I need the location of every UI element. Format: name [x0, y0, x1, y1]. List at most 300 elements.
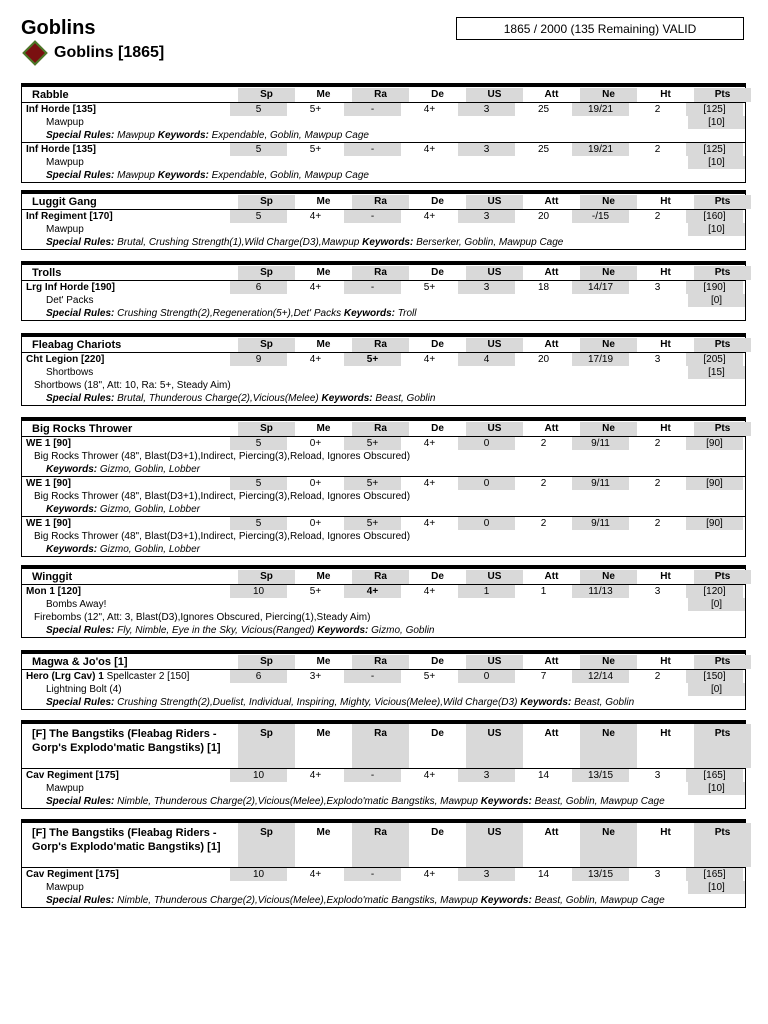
special-rules-text: Mawpup	[117, 170, 155, 181]
keywords-text: Gizmo, Goblin	[371, 625, 435, 636]
unit-type: WE 1 [90]	[26, 478, 72, 489]
unit-rabble	[21, 83, 746, 183]
unit-type: Cht Legion [220]	[26, 354, 105, 365]
weapon-profile: Firebombs (12", Att: 3, Blast(D3),Ignores Obscured, Piercing(1),Steady Aim)	[34, 612, 371, 623]
upgrade-points: [10]	[688, 116, 745, 129]
keywords-label: Keywords:	[46, 544, 98, 555]
stat-sp: 5	[230, 477, 287, 490]
col-header-att: Att	[544, 728, 559, 739]
stat-me: 4+	[309, 770, 322, 781]
weapon-profile: Big Rocks Thrower (48", Blast(D3+1),Indirect, Piercing(3),Reload, Ignores Obscured)	[34, 531, 411, 542]
stat-de: 5+	[423, 671, 436, 682]
stat-sp: 5	[230, 210, 287, 223]
stat-us: 0	[458, 437, 515, 450]
unit-name: Trolls	[32, 267, 62, 279]
stat-pts: [190]	[686, 281, 743, 294]
col-header-me: Me	[316, 728, 331, 739]
stat-sp: 10	[230, 585, 287, 598]
keywords-label: Keywords:	[46, 504, 98, 515]
stat-pts: [165]	[686, 868, 743, 881]
unit-type: Cav Regiment [175]	[26, 770, 119, 781]
col-header-ra: Ra	[352, 338, 409, 352]
weapon-line	[22, 379, 745, 392]
col-header-pts: Pts	[694, 88, 751, 102]
stat-att: 20	[537, 211, 550, 222]
keywords-label: Keywords:	[46, 464, 98, 475]
unit-row-name	[22, 103, 230, 116]
col-header-att: Att	[544, 89, 559, 100]
keywords-text: Gizmo, Goblin, Lobber	[99, 504, 200, 515]
stat-att: 1	[540, 586, 547, 597]
unit-bangstiks-2	[21, 819, 746, 908]
upgrade-points: [10]	[688, 156, 745, 169]
stat-ne: 13/15	[572, 868, 629, 881]
special-rules-label: Special Rules:	[46, 170, 115, 181]
col-header-sp: Sp	[238, 823, 295, 867]
stat-me: 4+	[309, 869, 322, 880]
stat-me: 4+	[309, 354, 322, 365]
unit-name: [F] The Bangstiks (Fleabag Riders - Gorp's Explodo'matic Bangstiks) [1]	[32, 827, 221, 853]
stat-me: 3+	[309, 671, 322, 682]
stat-att: 20	[537, 354, 550, 365]
stat-ht: 2	[654, 478, 661, 489]
unit-big-rocks-thrower	[21, 417, 746, 557]
col-header-ht: Ht	[660, 728, 671, 739]
upgrade-line	[22, 116, 745, 129]
stat-row	[22, 867, 745, 881]
unit-header	[22, 654, 745, 669]
weapon-line	[22, 611, 745, 624]
col-header-ne: Ne	[580, 570, 637, 584]
stat-us: 0	[458, 477, 515, 490]
upgrade-line	[22, 366, 745, 379]
special-rules	[22, 503, 745, 516]
stat-sp: 6	[230, 281, 287, 294]
stat-att: 14	[537, 770, 550, 781]
upgrade-line	[22, 598, 745, 611]
upgrade-name: Det' Packs	[46, 295, 94, 306]
unit-name: Big Rocks Thrower	[32, 423, 133, 435]
col-header-sp: Sp	[238, 724, 295, 768]
col-header-us: US	[466, 422, 523, 436]
unit-row-name	[22, 868, 230, 881]
unit-row-name	[22, 477, 230, 490]
col-header-ht: Ht	[660, 827, 671, 838]
special-rules	[22, 696, 745, 709]
stat-ra: -	[344, 281, 401, 294]
special-rules-text: Brutal, Thunderous Charge(2),Vicious(Melee)	[117, 393, 319, 404]
stat-us: 0	[458, 670, 515, 683]
col-header-me: Me	[316, 89, 331, 100]
stat-ne: 9/11	[572, 477, 629, 490]
special-rules-text: Mawpup	[117, 130, 155, 141]
col-header-ht: Ht	[660, 196, 671, 207]
col-header-ht: Ht	[660, 656, 671, 667]
special-rules-line	[22, 129, 745, 142]
unit-winggit	[21, 565, 746, 638]
stat-ne: 9/11	[572, 517, 629, 530]
stat-us: 0	[458, 517, 515, 530]
col-header-de: De	[431, 267, 444, 278]
special-rules-label: Special Rules:	[46, 697, 115, 708]
special-rules-label: Special Rules:	[46, 625, 115, 636]
unit-header	[22, 724, 745, 768]
upgrade-line	[22, 881, 745, 894]
stat-ra: 5+	[344, 517, 401, 530]
col-header-att: Att	[544, 423, 559, 434]
stat-att: 2	[540, 438, 547, 449]
stat-de: 4+	[423, 478, 436, 489]
stat-att: 7	[540, 671, 547, 682]
stat-me: 4+	[309, 211, 322, 222]
unit-trolls	[21, 261, 746, 321]
col-header-sp: Sp	[238, 422, 295, 436]
stat-me: 0+	[309, 438, 322, 449]
stat-pts: [120]	[686, 585, 743, 598]
army-subtitle	[22, 42, 164, 64]
stat-sp: 5	[230, 143, 287, 156]
stat-ra: -	[344, 868, 401, 881]
col-header-ra: Ra	[352, 823, 409, 867]
col-header-ra: Ra	[352, 422, 409, 436]
col-header-de: De	[431, 728, 444, 739]
keywords-text: Gizmo, Goblin, Lobber	[99, 544, 200, 555]
stat-me: 5+	[309, 586, 322, 597]
stat-ht: 3	[654, 282, 661, 293]
unit-header	[22, 569, 745, 584]
army-subtitle-text: Goblins [1865]	[54, 44, 165, 61]
unit-name: Rabble	[32, 89, 69, 101]
stat-us: 3	[458, 868, 515, 881]
special-rules-line	[22, 696, 745, 709]
stat-ne: 11/13	[572, 585, 629, 598]
special-rules	[22, 624, 745, 637]
stat-ra: -	[344, 210, 401, 223]
unit-type: Inf Horde [135]	[26, 104, 97, 115]
stat-row	[22, 584, 745, 598]
stat-us: 3	[458, 769, 515, 782]
stat-pts: [90]	[686, 437, 743, 450]
keywords-label: Keywords:	[157, 130, 209, 141]
unit-luggit-gang	[21, 190, 746, 250]
stat-pts: [90]	[686, 477, 743, 490]
stat-sp: 10	[230, 769, 287, 782]
col-header-att: Att	[544, 267, 559, 278]
stat-us: 3	[458, 103, 515, 116]
points-status: 1865 / 2000 (135 Remaining) VALID	[456, 17, 744, 40]
stat-ne: 9/11	[572, 437, 629, 450]
col-header-me: Me	[316, 423, 331, 434]
stat-ht: 3	[654, 354, 661, 365]
col-header-me: Me	[316, 196, 331, 207]
unit-row-name	[22, 210, 230, 223]
col-header-ht: Ht	[660, 339, 671, 350]
unit-header	[22, 265, 745, 280]
stat-ne: 17/19	[572, 353, 629, 366]
special-rules-text: Crushing Strength(2),Duelist, Individual, Inspiring, Mighty, Vicious(Melee),Wild Charge(D3)	[117, 697, 518, 708]
col-header-pts: Pts	[694, 266, 751, 280]
col-header-sp: Sp	[238, 195, 295, 209]
special-rules	[22, 169, 745, 182]
stat-ht: 3	[654, 770, 661, 781]
col-header-me: Me	[316, 571, 331, 582]
stat-de: 4+	[423, 438, 436, 449]
stat-ht: 2	[654, 104, 661, 115]
unit-type: Mon 1 [120]	[26, 586, 82, 597]
keywords-text: Berserker, Goblin, Mawpup Cage	[416, 237, 564, 248]
col-header-pts: Pts	[694, 422, 751, 436]
keywords-label: Keywords:	[321, 393, 373, 404]
stat-att: 25	[537, 104, 550, 115]
col-header-ne: Ne	[580, 823, 637, 867]
unit-header	[22, 194, 745, 209]
keywords-text: Troll	[397, 308, 417, 319]
stat-row	[22, 516, 745, 530]
col-header-de: De	[431, 656, 444, 667]
stat-att: 18	[537, 282, 550, 293]
special-rules-text: Nimble, Thunderous Charge(2),Vicious(Melee),Explodo'matic Bangstiks, Mawpup	[117, 796, 478, 807]
stat-ne: 14/17	[572, 281, 629, 294]
keywords-text: Beast, Goblin	[574, 697, 635, 708]
special-rules-line	[22, 503, 745, 516]
keywords-label: Keywords:	[362, 237, 414, 248]
stat-row	[22, 280, 745, 294]
stat-ht: 2	[654, 438, 661, 449]
stat-pts: [205]	[686, 353, 743, 366]
col-header-ne: Ne	[580, 88, 637, 102]
unit-row-name	[22, 517, 230, 530]
stat-us: 4	[458, 353, 515, 366]
unit-name: [F] The Bangstiks (Fleabag Riders - Gorp's Explodo'matic Bangstiks) [1]	[32, 728, 221, 754]
stat-us: 1	[458, 585, 515, 598]
upgrade-line	[22, 683, 745, 696]
upgrade-points: [15]	[688, 366, 745, 379]
stat-ra: 4+	[344, 585, 401, 598]
stat-ra: -	[344, 103, 401, 116]
col-header-de: De	[431, 571, 444, 582]
keywords-label: Keywords:	[480, 895, 532, 906]
upgrade-name: Lightning Bolt (4)	[46, 684, 122, 695]
stat-pts: [150]	[686, 670, 743, 683]
col-header-ne: Ne	[580, 422, 637, 436]
col-header-ht: Ht	[660, 267, 671, 278]
stat-me: 5+	[309, 144, 322, 155]
keywords-label: Keywords:	[480, 796, 532, 807]
col-header-us: US	[466, 195, 523, 209]
stat-ra: -	[344, 143, 401, 156]
col-header-att: Att	[544, 656, 559, 667]
stat-pts: [90]	[686, 517, 743, 530]
unit-type: Inf Regiment [170]	[26, 211, 113, 222]
unit-row-name	[22, 281, 230, 294]
unit-row-name	[22, 143, 230, 156]
col-header-us: US	[466, 655, 523, 669]
stat-sp: 5	[230, 103, 287, 116]
upgrade-points: [10]	[688, 881, 745, 894]
stat-att: 2	[540, 518, 547, 529]
unit-row-name	[22, 437, 230, 450]
stat-pts: [125]	[686, 103, 743, 116]
stat-sp: 6	[230, 670, 287, 683]
special-rules	[22, 463, 745, 476]
unit-fleabag-chariots	[21, 333, 746, 406]
special-rules-line	[22, 463, 745, 476]
col-header-sp: Sp	[238, 570, 295, 584]
stat-us: 3	[458, 143, 515, 156]
keywords-text: Beast, Goblin, Mawpup Cage	[534, 796, 665, 807]
stat-ht: 2	[654, 671, 661, 682]
weapon-profile: Big Rocks Thrower (48", Blast(D3+1),Indirect, Piercing(3),Reload, Ignores Obscured)	[34, 451, 411, 462]
upgrade-name: Mawpup	[46, 157, 84, 168]
col-header-de: De	[431, 827, 444, 838]
stat-row	[22, 102, 745, 116]
weapon-line	[22, 490, 745, 503]
stat-row	[22, 209, 745, 223]
col-header-pts: Pts	[694, 724, 751, 768]
upgrade-name: Mawpup	[46, 882, 84, 893]
upgrade-line	[22, 223, 745, 236]
special-rules-text: Fly, Nimble, Eye in the Sky, Vicious(Ranged)	[117, 625, 315, 636]
unit-type: Inf Horde [135]	[26, 144, 97, 155]
stat-row	[22, 352, 745, 366]
stat-sp: 10	[230, 868, 287, 881]
special-rules-text: Brutal, Crushing Strength(1),Wild Charge(D3),Mawpup	[117, 237, 360, 248]
stat-sp: 5	[230, 517, 287, 530]
special-rules-label: Special Rules:	[46, 393, 115, 404]
unit-header	[22, 337, 745, 352]
stat-ra: -	[344, 769, 401, 782]
col-header-de: De	[431, 339, 444, 350]
col-header-att: Att	[544, 571, 559, 582]
upgrade-points: [0]	[688, 294, 745, 307]
col-header-us: US	[466, 338, 523, 352]
stat-att: 25	[537, 144, 550, 155]
unit-header	[22, 421, 745, 436]
weapon-profile: Shortbows (18", Att: 10, Ra: 5+, Steady Aim)	[34, 380, 231, 391]
upgrade-name: Mawpup	[46, 783, 84, 794]
stat-me: 5+	[309, 104, 322, 115]
unit-magwa-joos	[21, 650, 746, 710]
stat-de: 5+	[423, 282, 436, 293]
col-header-att: Att	[544, 196, 559, 207]
upgrade-line	[22, 156, 745, 169]
stat-de: 4+	[423, 104, 436, 115]
stat-row	[22, 669, 745, 683]
stat-ra: 5+	[344, 477, 401, 490]
keywords-label: Keywords:	[343, 308, 396, 319]
col-header-de: De	[431, 89, 444, 100]
weapon-line	[22, 530, 745, 543]
col-header-ht: Ht	[660, 571, 671, 582]
stat-de: 4+	[423, 770, 436, 781]
stat-ht: 2	[654, 144, 661, 155]
stat-me: 0+	[309, 478, 322, 489]
col-header-ra: Ra	[352, 266, 409, 280]
stat-row	[22, 476, 745, 490]
unit-type: Hero (Lrg Cav) 1	[26, 671, 104, 682]
upgrade-points: [10]	[688, 782, 745, 795]
special-rules-line	[22, 624, 745, 637]
col-header-pts: Pts	[694, 823, 751, 867]
col-header-pts: Pts	[694, 338, 751, 352]
upgrade-name: Shortbows	[46, 367, 94, 378]
special-rules	[22, 894, 745, 907]
col-header-ra: Ra	[352, 570, 409, 584]
col-header-ne: Ne	[580, 338, 637, 352]
col-header-att: Att	[544, 339, 559, 350]
special-rules-line	[22, 543, 745, 556]
unit-name: Magwa & Jo'os [1]	[32, 656, 128, 668]
col-header-sp: Sp	[238, 266, 295, 280]
special-rules-text: Crushing Strength(2),Regeneration(5+),Det' Packs	[117, 308, 342, 319]
upgrade-name: Mawpup	[46, 224, 84, 235]
col-header-ra: Ra	[352, 88, 409, 102]
col-header-ne: Ne	[580, 266, 637, 280]
stat-ne: 19/21	[572, 103, 629, 116]
col-header-sp: Sp	[238, 338, 295, 352]
upgrade-line	[22, 294, 745, 307]
unit-bangstiks-1	[21, 720, 746, 809]
keywords-text: Beast, Goblin	[375, 393, 436, 404]
upgrade-name: Mawpup	[46, 117, 84, 128]
upgrade-name: Bombs Away!	[46, 599, 107, 610]
unit-name: Winggit	[32, 571, 73, 583]
stat-pts: [165]	[686, 769, 743, 782]
special-rules-label: Special Rules:	[46, 796, 115, 807]
stat-de: 4+	[423, 354, 436, 365]
stat-att: 2	[540, 478, 547, 489]
special-rules-line	[22, 236, 745, 249]
col-header-pts: Pts	[694, 655, 751, 669]
col-header-me: Me	[316, 827, 331, 838]
stat-sp: 5	[230, 437, 287, 450]
keywords-label: Keywords:	[520, 697, 572, 708]
keywords-text: Expendable, Goblin, Mawpup Cage	[211, 130, 369, 141]
stat-ra: 5+	[344, 353, 401, 366]
keywords-text: Beast, Goblin, Mawpup Cage	[534, 895, 665, 906]
unit-row-name	[22, 670, 230, 683]
special-rules	[22, 307, 745, 320]
col-header-us: US	[466, 88, 523, 102]
stat-row	[22, 768, 745, 782]
stat-de: 4+	[423, 869, 436, 880]
special-rules-line	[22, 307, 745, 320]
stat-ht: 3	[654, 586, 661, 597]
col-header-us: US	[466, 724, 523, 768]
unit-row-name	[22, 585, 230, 598]
special-rules-label: Special Rules:	[46, 237, 115, 248]
special-rules-line	[22, 894, 745, 907]
upgrade-line	[22, 782, 745, 795]
special-rules-line	[22, 392, 745, 405]
col-header-me: Me	[316, 656, 331, 667]
stat-ht: 2	[654, 211, 661, 222]
col-header-sp: Sp	[238, 88, 295, 102]
army-emblem-icon	[22, 40, 47, 65]
unit-type: Lrg Inf Horde [190]	[26, 282, 115, 293]
stat-me: 0+	[309, 518, 322, 529]
col-header-pts: Pts	[694, 195, 751, 209]
col-header-me: Me	[316, 267, 331, 278]
col-header-att: Att	[544, 827, 559, 838]
unit-header	[22, 823, 745, 867]
col-header-ra: Ra	[352, 655, 409, 669]
stat-us: 3	[458, 210, 515, 223]
keywords-text: Expendable, Goblin, Mawpup Cage	[211, 170, 369, 181]
col-header-de: De	[431, 423, 444, 434]
stat-ne: 19/21	[572, 143, 629, 156]
unit-type: Cav Regiment [175]	[26, 869, 119, 880]
